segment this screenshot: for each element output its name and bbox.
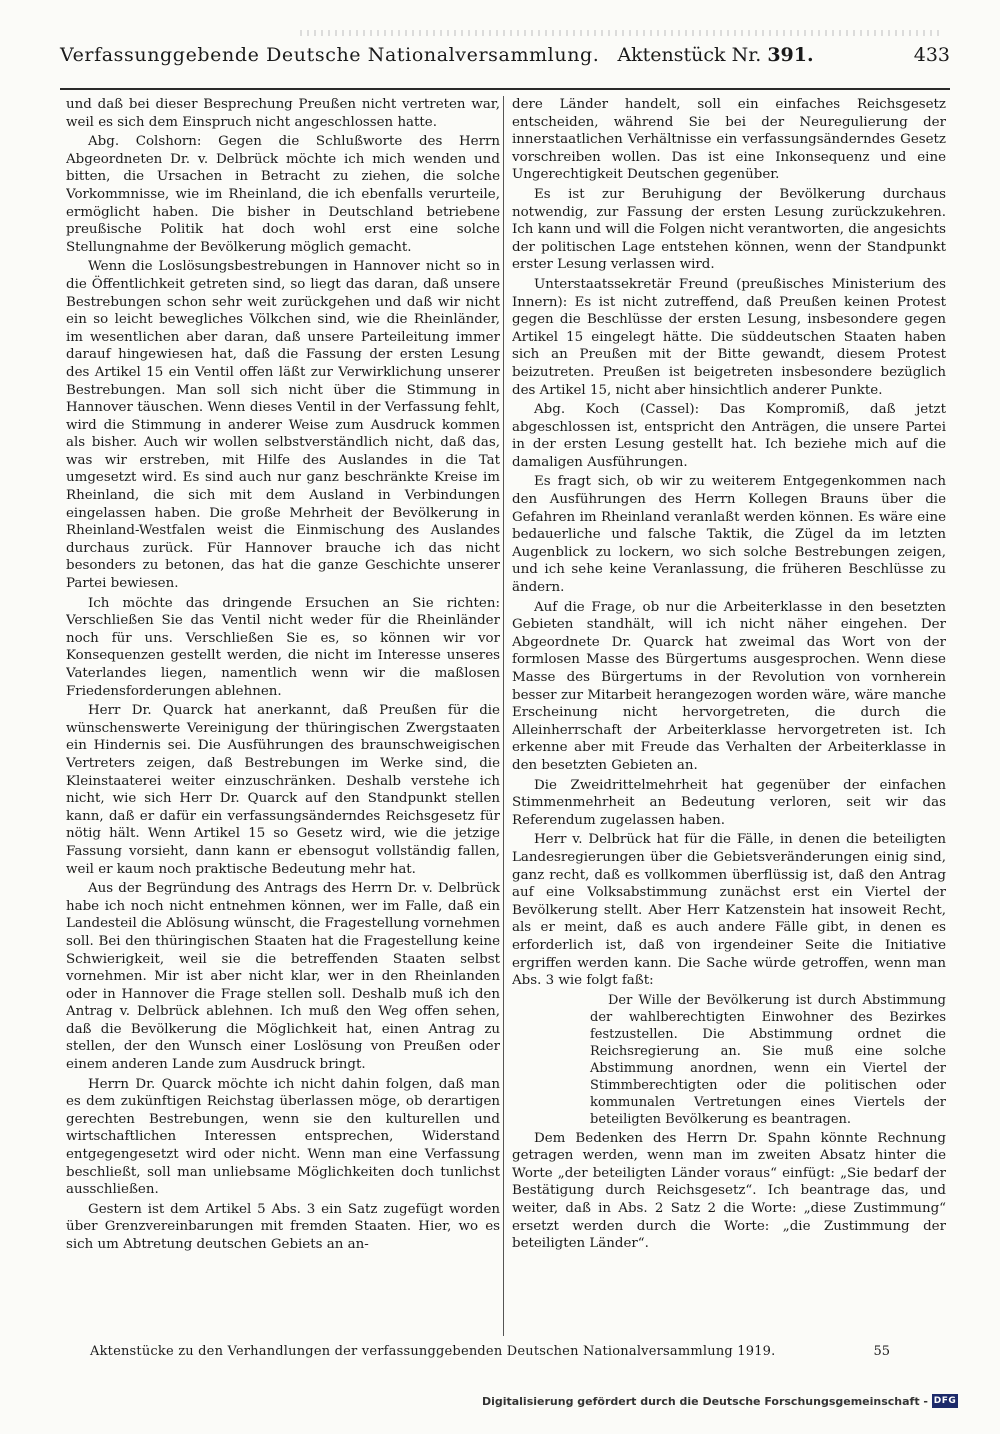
left-column	[66, 96, 500, 1338]
paragraph: Es ist zur Beruhigung der Bevölkerung durchaus notwendig, zur Fassung der ersten Lesung zurückzukehren. Ich kann und will die Folgen nicht verantworten, die angesichts der politischen Lage entstehen können, wenn der Standpunkt erster Lesung verlassen wird.	[512, 186, 946, 273]
right-column	[512, 96, 946, 1338]
aktenstueck-number: 391.	[767, 44, 814, 66]
paragraph: Herr v. Delbrück hat für die Fälle, in denen die beteiligten Landesregierungen über die Gebietsveränderungen einig sind, ganz recht, daß es vollkommen überflüssig ist, daß den Antrag auf eine Volksabstimmung zunächst erst ein Viertel der Bevölkerung stellt. Aber Herr Katzenstein hat insoweit Recht, als er meint, daß es auch andere Fälle gibt, in denen es erforderlich ist, daß von irgendeiner Seite die Initiative ergriffen werden kann. Die Sache würde getroffen, wenn man Abs. 3 wie folgt faßt:	[512, 832, 946, 989]
footer-page-number: 55	[873, 1344, 890, 1359]
scan-noise	[300, 30, 940, 36]
paragraph: Es fragt sich, ob wir zu weiterem Entgegenkommen nach den Ausführungen des Herrn Kollegen Brauns über die Gefahren im Rheinland veranlaßt werden können. Es wäre eine bedauerliche und falsche Taktik, die Zügel da im letzten Augenblick zu lockern, wo sich solche Bestrebungen zeigen, und ich sehe keine Veranlassung, die früheren Beschlüsse zu ändern.	[512, 474, 946, 596]
aktenstueck-prefix: Aktenstück Nr.	[617, 44, 762, 66]
page-footer	[90, 1344, 950, 1366]
digitization-credit	[482, 1390, 958, 1412]
paragraph: Die Zweidrittelmehrheit hat gegenüber der einfachen Stimmenmehrheit an Bedeutung verloren, seit wir das Referendum zugelassen haben.	[512, 777, 946, 828]
page-number: 433	[913, 44, 950, 66]
paragraph: und daß bei dieser Besprechung Preußen nicht vertreten war, weil es sich dem Einspruch nicht angeschlossen hatte.	[66, 97, 500, 130]
paragraph: Wenn die Loslösungsbestrebungen in Hannover nicht so in die Öffentlichkeit getreten sind, so liegt das daran, daß unsere Bestrebungen schon sehr weit zurückgehen und daß wir nicht ein so leicht bewegliches Völkchen sind, wie die Rheinländer, im wesentlichen aber daran, daß unsere Parteileitung immer darauf hingewiesen hat, daß die Fassung der ersten Lesung des Artikel 15 ein Ventil offen läßt zur Verwirklichung unserer Bestrebungen. Man soll sich nicht über die Stimmung in Hannover täuschen. Wenn dieses Ventil in der Verfassung fehlt, wird die Stimmung in anderer Weise zum Ausdruck kommen als bisher. Auch wir wollen selbstverständlich nicht, daß das, was wir erstreben, mit Hilfe des Auslandes in die Tat umgesetzt wird. Es sind auch nur ganz beschränkte Kreise im Rheinland, die sich mit dem Ausland in Verbindungen eingelassen haben. Die große Mehrheit der Bevölkerung in Rheinland-Westfalen weist die Einmischung des Auslandes durchaus zurück. Für Hannover brauche ich das nicht besonders zu betonen, das hat die ganze Geschichte unserer Partei bewiesen.	[66, 259, 500, 592]
footer-title: Aktenstücke zu den Verhandlungen der verfassunggebenden Deutschen Nationalversammlung 1919.	[90, 1344, 776, 1359]
column-divider	[503, 96, 504, 1336]
header-rule	[60, 88, 950, 90]
paragraph: Auf die Frage, ob nur die Arbeiterklasse in den besetzten Gebieten standhält, will ich nicht näher eingehen. Der Abgeordnete Dr. Quarck hat zweimal das Wort von der formlosen Masse des Bürgertums ausgesprochen. Wenn diese Masse des Bürgertums in der Revolution von vornherein besser zur Mitarbeit herangezogen worden wäre, wäre manche Erscheinung nicht hervorgetreten, die durch die Alleinherrschaft der Arbeiterklasse hervorgetreten ist. Ich erkenne aber mit Freude das Verhalten der Arbeiterklasse in den besetzten Gebieten an.	[512, 599, 946, 773]
paragraph: Abg. Colshorn: Gegen die Schlußworte des Herrn Abgeordneten Dr. v. Delbrück möchte ich mich wenden und bitten, die Ursachen in Betracht zu ziehen, die solche Vorkommnisse, wie im Rheinland, die ich ebenfalls verurteile, ermöglicht haben. Die bisher in Deutschland betriebene preußische Politik hat doch wohl erst eine solche Stellungnahme der Bevölkerung möglich gemacht.	[66, 134, 500, 255]
paragraph: Abg. Koch (Cassel): Das Kompromiß, daß jetzt abgeschlossen ist, entspricht den Anträgen, die unsere Partei in der ersten Lesung gestellt hat. Ich beziehe mich auf die damaligen Ausführungen.	[512, 402, 946, 470]
paragraph: Herr Dr. Quarck hat anerkannt, daß Preußen für die wünschenswerte Vereinigung der thüringischen Zwergstaaten ein Hindernis sei. Die Ausführungen des braunschweigischen Vertreters zeigen, daß Bestrebungen im Werke sind, die Kleinstaaterei weiter einzuschränken. Deshalb verstehe ich nicht, wie sich Herr Dr. Quarck auf den Standpunkt stellen kann, daß er dafür ein verfassungsänderndes Reichsgesetz für nötig hält. Wenn Artikel 15 so Gesetz wird, wie die jetzige Fassung vorsieht, dann kann er ebensogut vollständig fallen, weil er kaum noch praktische Bedeutung mehr hat.	[66, 703, 500, 877]
page-header	[60, 44, 950, 88]
paragraph: Dem Bedenken des Herrn Dr. Spahn könnte Rechnung getragen werden, wenn man im zweiten Absatz hinter die Worte „der beteiligten Länder voraus“ einfügt: „Sie bedarf der Bestätigung durch Reichsgesetz“. Ich beantrage das, und weiter, daß in Abs. 2 Satz 2 die Worte: „diese Zustimmung“ ersetzt werden durch die Worte: „die Zustimmung der beteiligten Länder“.	[512, 1130, 946, 1252]
credit-text: Digitalisierung gefördert durch die Deutsche Forschungsgemeinschaft -	[481, 1394, 928, 1408]
paragraph: Aus der Begründung des Antrags des Herrn Dr. v. Delbrück habe ich noch nicht entnehmen können, wer im Falle, daß ein Landesteil die Ablösung wünscht, die Fragestellung vornehmen soll. Bei den thüringischen Staaten hat die Fragestellung keine Schwierigkeit, weil sie die betreffenden Staaten selbst vornehmen. Mir ist aber nicht klar, wer in den Rheinlanden oder in Hannover die Frage stellen soll. Deshalb muß ich den Antrag v. Delbrück ablehnen. Ich muß den Weg offen sehen, daß die Bevölkerung die Möglichkeit hat, einen Antrag zu stellen, der den Wunsch einer Loslösung von Preußen oder einem anderen Lande zum Ausdruck bringt.	[66, 881, 500, 1073]
paragraph: Gestern ist dem Artikel 5 Abs. 3 ein Satz zugefügt worden über Grenzvereinbarungen mit fremden Staaten. Hier, wo es sich um Abtretung deutschen Gebiets an an-	[66, 1201, 500, 1252]
paragraph: Herrn Dr. Quarck möchte ich nicht dahin folgen, daß man es dem zukünftigen Reichstag überlassen möge, ob derartigen gerechten Bestrebungen, wenn sie den kulturellen und wirtschaftlichen Interessen entsprechen, Widerstand entgegengesetzt wird oder nicht. Wenn man eine Verfassung beschließt, soll man unliebsame Möglichkeiten doch tunlichst ausschließen.	[66, 1076, 500, 1198]
quoted-proposal: Der Wille der Bevölkerung ist durch Abstimmung der wahlberechtigten Einwohner des Bezirkes festzustellen. Die Abstimmung ordnet die Reichsregierung an. Sie muß eine solche Abstimmung anordnen, wenn ein Viertel der Stimmberechtigten oder die politischen oder kommunalen Vertretungen eines Viertels der beteiligten Bevölkerung es beantragen.	[590, 992, 946, 1127]
dfg-logo-icon: DFG	[933, 1396, 957, 1406]
paragraph: Unterstaatssekretär Freund (preußisches Ministerium des Innern): Es ist nicht zutreffend, daß Preußen keinen Protest gegen die Beschlüsse der ersten Lesung, insbesondere gegen Artikel 15 eingelegt hätte. Die süddeutschen Staaten haben sich an Preußen mit der Bitte gewandt, diesem Protest beizutreten. Preußen ist beigetreten insbesondere bezüglich des Artikel 15, nicht aber hinsichtlich anderer Punkte.	[512, 276, 946, 398]
paragraph: Ich möchte das dringende Ersuchen an Sie richten: Verschließen Sie das Ventil nicht weder für die Rheinländer noch für uns. Verschließen Sie es, so können wir vor Konsequenzen gestellt werden, die nicht im Interesse unseres Vaterlandes liegen, namentlich wenn wir die maßlosen Friedensforderungen ablehnen.	[66, 595, 500, 699]
header-document-number	[617, 44, 813, 66]
header-title: Verfassunggebende Deutsche Nationalversammlung.	[60, 44, 600, 66]
paragraph: dere Länder handelt, soll ein einfaches Reichsgesetz entscheiden, während Sie bei der Neuregulierung der innerstaatlichen Verhältnisse ein verfassungsänderndes Gesetz vorschreiben wollen. Das ist eine Inkonsequenz und eine Ungerechtigkeit Deutschen gegenüber.	[512, 97, 946, 183]
